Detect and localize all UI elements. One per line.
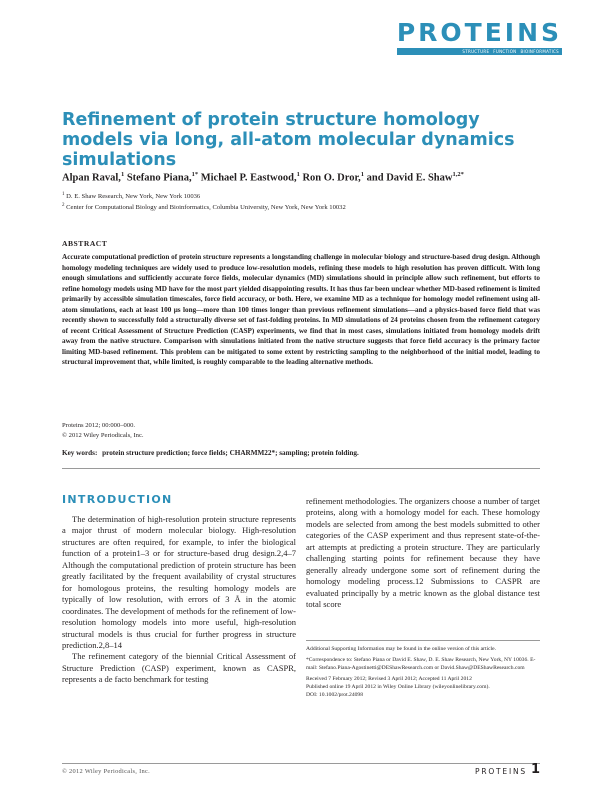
doi: DOI: 10.1002/prot.24098 — [306, 692, 364, 699]
abstract-heading: ABSTRACT — [62, 239, 108, 248]
article-title: Refinement of protein structure homology models via long, all-atom molecular dynamics simulations — [62, 110, 515, 170]
section-divider — [62, 468, 540, 469]
journal-logo-wordmark: PROTEINS — [396, 18, 562, 47]
affiliation — [62, 190, 200, 201]
affiliation-text: D. E. Shaw Research, New York, New York 10036 — [66, 193, 201, 201]
journal-logo — [397, 20, 562, 55]
keywords-list: protein structure prediction; force fields; CHARMM22*; sampling; protein folding. — [102, 449, 359, 457]
received-dates: Received 7 February 2012; Revised 3 April 2012; Accepted 11 April 2012 — [306, 675, 472, 682]
logo-band-item: BIOINFORMATICS — [520, 49, 559, 54]
footer-divider — [62, 763, 540, 764]
body-paragraph: The refinement category of the biennial Critical Assessment of Structure Prediction (CASP) experiment, known as CASPR, represents a de facto benchmark for testing — [62, 651, 296, 685]
logo-band-item: STRUCTURE — [462, 49, 490, 54]
right-column — [306, 496, 540, 611]
introduction-heading: INTRODUCTION — [62, 493, 173, 506]
affiliation-number: 2 — [62, 203, 65, 208]
copyright-line: © 2012 Wiley Periodicals, Inc. — [62, 431, 144, 439]
citation-line: Proteins 2012; 00:000–000. — [62, 422, 136, 429]
published-online: Published online 19 April 2012 in Wiley Online Library (wileyonlinelibrary.com). — [306, 683, 490, 690]
author-affiliation-mark: 1 — [360, 171, 365, 178]
author-affiliation-mark: 1 — [296, 171, 300, 178]
author-affiliation-mark: 1* — [191, 171, 199, 178]
date-history — [306, 675, 540, 700]
body-paragraph: The determination of high-resolution protein structure represents a major thrust of modern molecular biology. High-resolution structures are often required, for example, to infer the biological function of a protein1–3 or for structure-based drug design.2,4–7 Although the computational prediction of protein structure has been greatly facilitated by the frequent availability of crystal structures for homologous proteins, the resulting homology models are typically of low resolution, with errors of 3 Å in the atomic coordinates. The development of methods for the refinement of low-resolution homology models into more useful, high-resolution structural models is thus crucial for further progress in structure prediction.2,8–14 — [62, 514, 296, 650]
keywords-label: Key words: — [62, 449, 98, 457]
author-list — [62, 171, 542, 184]
abstract-body: Accurate computational prediction of protein structure represents a longstanding challenge in molecular biology and structure-based drug design. Although homology modeling techniques are widely used to produce low-resolution models, refining these models to high resolution has proven difficult. With long enough simulations and sufficiently accurate force fields, molecular dynamics (MD) simulations should in principle allow such refinement, but efforts to refine homology models using MD have for the most part yielded disappointing results. It has thus far been unclear whether MD-based refinement is limited primarily by accessible simulation timescales, force field accuracy, or both. Here, we examine MD as a technique for homology model refinement using all-atom simulations, each at least 100 μs long—more than 100 times longer than previous refinement simulations—and a physics-based force field that was recently shown to successfully fold a structurally diverse set of fast-folding proteins. In MD simulations of 24 proteins chosen from the refinement category of recent Critical Assessment of Structure Prediction (CASP) experiments, we find that in most cases, simulations initiated from homology models drift away from the native structure. Comparison with simulations initiated from the native structure suggests that force field accuracy is the primary factor limiting MD-based refinement. This problem can be mitigated to some extent by restricting sampling to the neighborhood of the initial model, leading to structural improvement that, while limited, is roughly comparable to the leading alternative methods. — [62, 253, 540, 366]
author-affiliation-mark: 1,2* — [452, 171, 464, 178]
footer-copyright: © 2012 Wiley Periodicals, Inc. — [62, 768, 151, 775]
journal-logo-band — [397, 48, 562, 55]
footnote-divider — [306, 640, 540, 641]
body-paragraph: refinement methodologies. The organizers choose a number of target proteins, along with a homology model for each. These homology models are selected from among the best models submitted to other categories of the CASP experiment and thus represent state-of-the-art attempts at predicting a protein structure. They are particularly challenging starting points for refinement because they have generally already undergone some sort of refinement during the homology modeling process.12 Submissions to CASPR are evaluated principally by a metric known as the global distance test total score — [306, 496, 540, 610]
footer-journal-name: PROTEINS — [475, 767, 527, 776]
left-column — [62, 514, 296, 686]
author-name: Alpan Raval, — [62, 172, 121, 184]
keywords — [62, 449, 540, 457]
author-name: and David E. Shaw — [366, 172, 453, 184]
supporting-info-note: Additional Supporting Information may be found in the online version of this article. — [306, 646, 496, 652]
affiliation-number: 1 — [62, 192, 65, 197]
correspondence-note: *Correspondence to: Stefano Piana or David E. Shaw, D. E. Shaw Research, New York, NY 10036. E-mail: Stefano.Piana-Agostinetti@DEShawResearch.com or David.Shaw@DEShawResearch.com — [306, 656, 536, 671]
author-name: Michael P. Eastwood, — [200, 172, 297, 184]
author-name: Stefano Piana, — [126, 172, 192, 184]
page-number: 1 — [531, 762, 541, 777]
author-affiliation-mark: 1 — [120, 171, 125, 178]
affiliation-text: Center for Computational Biology and Bioinformatics, Columbia University, New York, New York 10032 — [66, 204, 346, 212]
citation-block — [62, 421, 144, 440]
affiliation — [62, 201, 346, 212]
article-notes — [306, 645, 540, 699]
logo-band-item: FUNCTION — [493, 49, 517, 54]
author-name: Ron O. Dror, — [302, 172, 361, 184]
